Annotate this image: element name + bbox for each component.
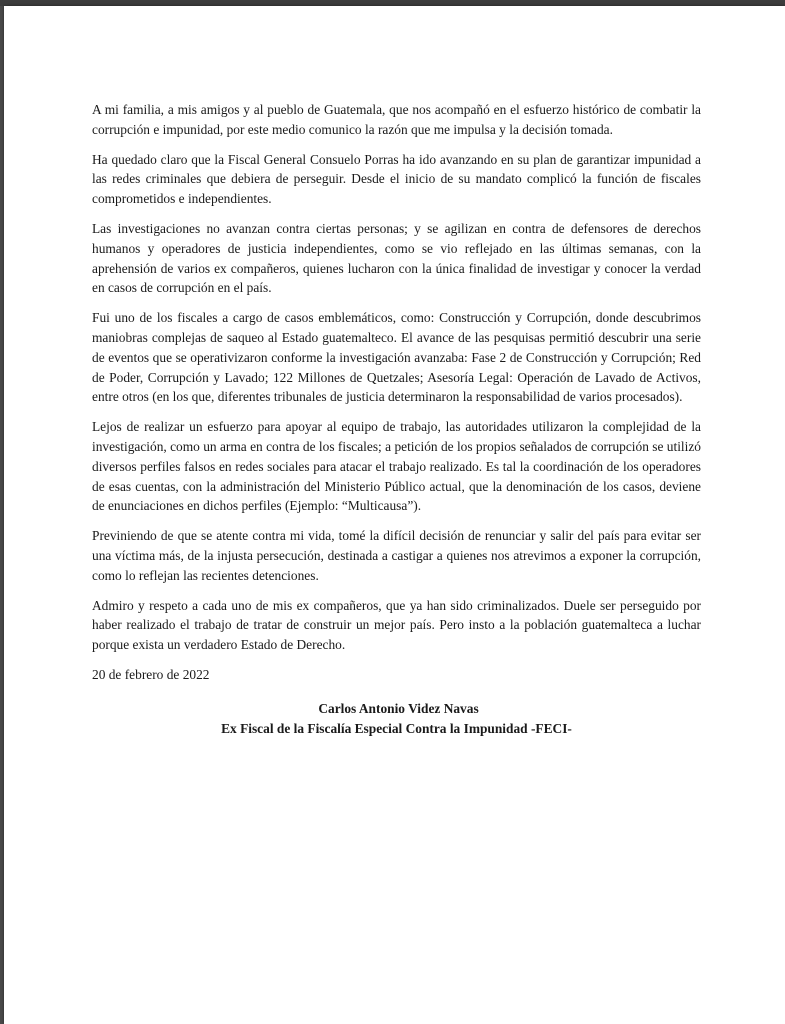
document-page [4,6,785,1024]
signature-title: Ex Fiscal de la Fiscalía Especial Contra la Impunidad -FECI- [221,720,572,736]
paragraph-7: Admiro y respeto a cada uno de mis ex compañeros, que ya han sido criminalizados. Duele ser perseguido por haber realizado el trabajo de tratar de construir un mejor país. Pero insto a la población guatemalteca a luchar porque exista un verdadero Estado de Derecho. [92,597,701,653]
paragraph-3: Las investigaciones no avanzan contra ciertas personas; y se agilizan en contra de defensores de derechos humanos y operadores de justicia independientes, como se vio reflejado en las últimas semanas, con la aprehensión de varios ex compañeros, quienes lucharon con la única finalidad de investigar y conocer la verdad en casos de corrupción en el país. [92,220,701,296]
letter-date: 20 de febrero de 2022 [92,666,210,682]
paragraph-5: Lejos de realizar un esfuerzo para apoyar al equipo de trabajo, las autoridades utilizaron la complejidad de la investigación, como un arma en contra de los fiscales; a petición de los propios señalados de corrupción se utilizó diversos perfiles falsos en redes sociales para atacar el trabajo realizado. Es tal la coordinación de los operadores de esas cuentas, con la administración del Ministerio Público actual, que la denominación de los casos, deviene de enunciaciones en dichos perfiles (Ejemplo: “Multicausa”). [92,419,701,514]
paragraph-6: Previniendo de que se atente contra mi vida, tomé la difícil decisión de renunciar y salir del país para evitar ser una víctima más, de la injusta persecución, destinada a castigar a quienes nos atrevimos a exponer la corrupción, como lo reflejan las recientes detenciones. [92,528,701,583]
paragraph-1: A mi familia, a mis amigos y al pueblo de Guatemala, que nos acompañó en el esfuerzo histórico de combatir la corrupción e impunidad, por este medio comunico la razón que me impulsa y la decisión tomada. [92,102,701,137]
signature-name: Carlos Antonio Videz Navas [318,700,479,716]
letter-body [92,100,701,738]
paragraph-2: Ha quedado claro que la Fiscal General Consuelo Porras ha ido avanzando en su plan de garantizar impunidad a las redes criminales que debiera de perseguir. Desde el inicio de su mandato complicó la función de fiscales comprometidos e independientes. [92,151,701,207]
paragraph-4: Fui uno de los fiscales a cargo de casos emblemáticos, como: Construcción y Corrupción, donde descubrimos maniobras complejas de saqueo al Estado guatemalteco. El avance de las pesquisas permitió descubrir una serie de eventos que se operativizaron conforme la investigación avanzaba: Fase 2 de Construcción y Corrupción; Red de Poder, Corrupción y Lavado; 122 Millones de Quetzales; Asesoría Legal: Operación de Lavado de Activos, entre otros (en los que, diferentes tribunales de justicia determinaron la responsabilidad de varios procesados). [92,310,701,405]
